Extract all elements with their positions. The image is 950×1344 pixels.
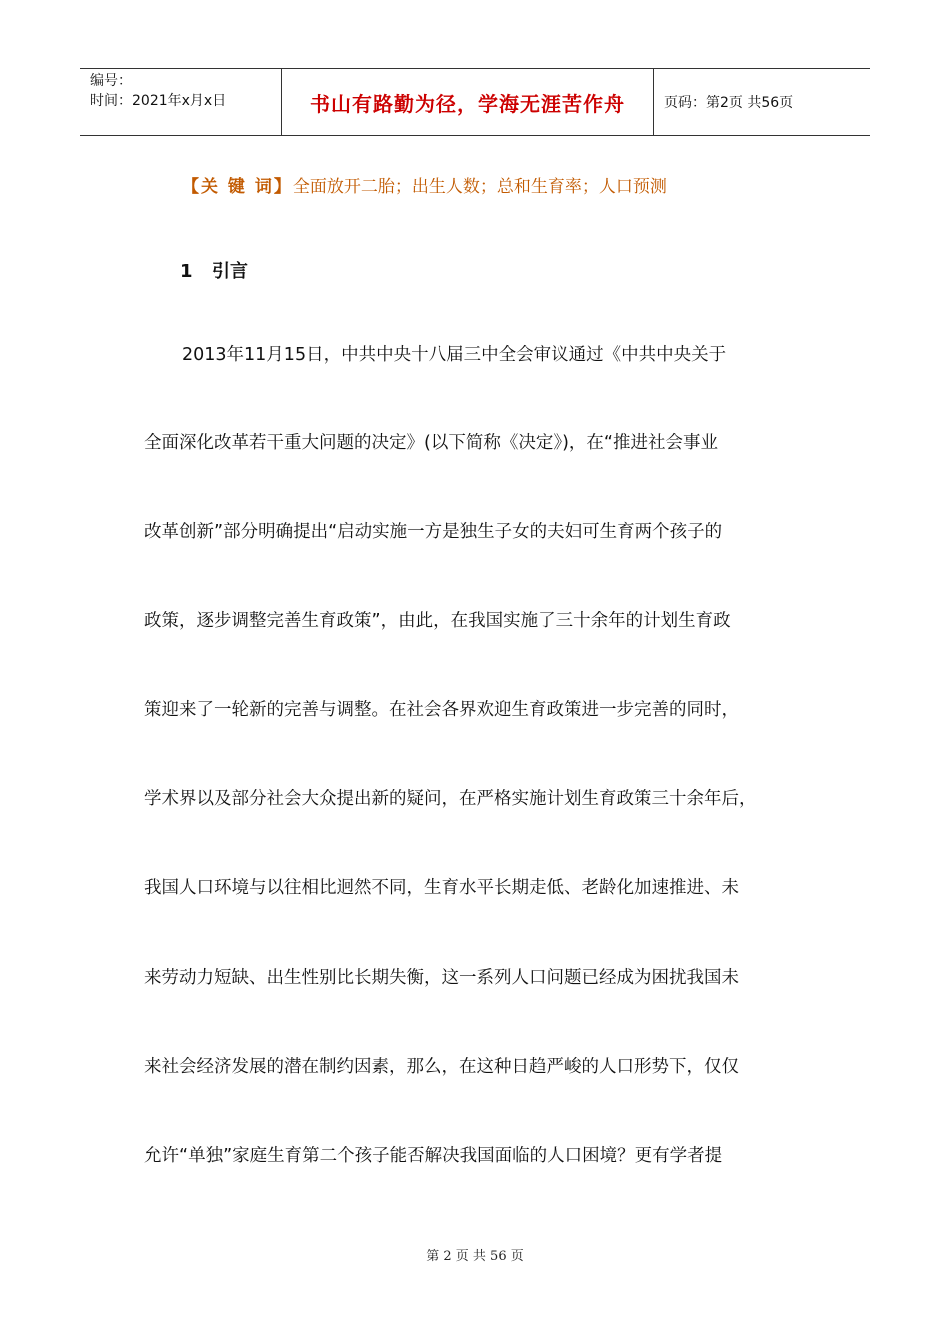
header-motto-cell [282, 69, 654, 135]
section-title: 引言 [212, 261, 248, 282]
paragraph-line: 全面深化改革若干重大问题的决定》(以下简称《决定》)，在“推进社会事业 [144, 433, 718, 453]
paragraph-line: 政策，逐步调整完善生育政策”，由此，在我国实施了三十余年的计划生育政 [144, 611, 731, 631]
header-motto: 书山有路勤为径，学海无涯苦作舟 [310, 91, 625, 116]
document-number-label: 编号： [90, 73, 132, 89]
header-page-info: 页码：第2页 共56页 [664, 95, 794, 111]
document-date: 时间：2021年x月x日 [90, 93, 227, 109]
page-footer: 第 2 页 共 56 页 [426, 1249, 524, 1264]
paragraph-line: 我国人口环境与以往相比迥然不同，生育水平长期走低、老龄化加速推进、未 [144, 878, 739, 898]
document-header [80, 68, 870, 136]
paragraph-line: 策迎来了一轮新的完善与调整。在社会各界欢迎生育政策进一步完善的同时， [144, 700, 739, 720]
paragraph-line: 改革创新”部分明确提出“启动实施一方是独生子女的夫妇可生育两个孩子的 [144, 522, 723, 542]
paragraph-line: 允许“单独”家庭生育第二个孩子能否解决我国面临的人口困境？更有学者提 [144, 1146, 723, 1166]
keywords-line [182, 172, 667, 197]
paragraph-line: 来劳动力短缺、出生性别比长期失衡，这一系列人口问题已经成为困扰我国未 [144, 968, 739, 988]
keywords-text: 全面放开二胎；出生人数；总和生育率；人口预测 [292, 177, 667, 197]
header-meta-cell [80, 69, 282, 135]
keywords-label: 【关 键 词】 [182, 177, 293, 197]
section-heading [180, 257, 248, 283]
paragraph-line: 2013年11月15日，中共中央十八届三中全会审议通过《中共中央关于 [182, 345, 727, 365]
section-number: 1 [180, 261, 193, 282]
paragraph-line: 学术界以及部分社会大众提出新的疑问，在严格实施计划生育政策三十余年后， [144, 789, 757, 809]
paragraph-line: 来社会经济发展的潜在制约因素，那么，在这种日趋严峻的人口形势下，仅仅 [144, 1057, 739, 1077]
header-page-cell [654, 69, 870, 135]
